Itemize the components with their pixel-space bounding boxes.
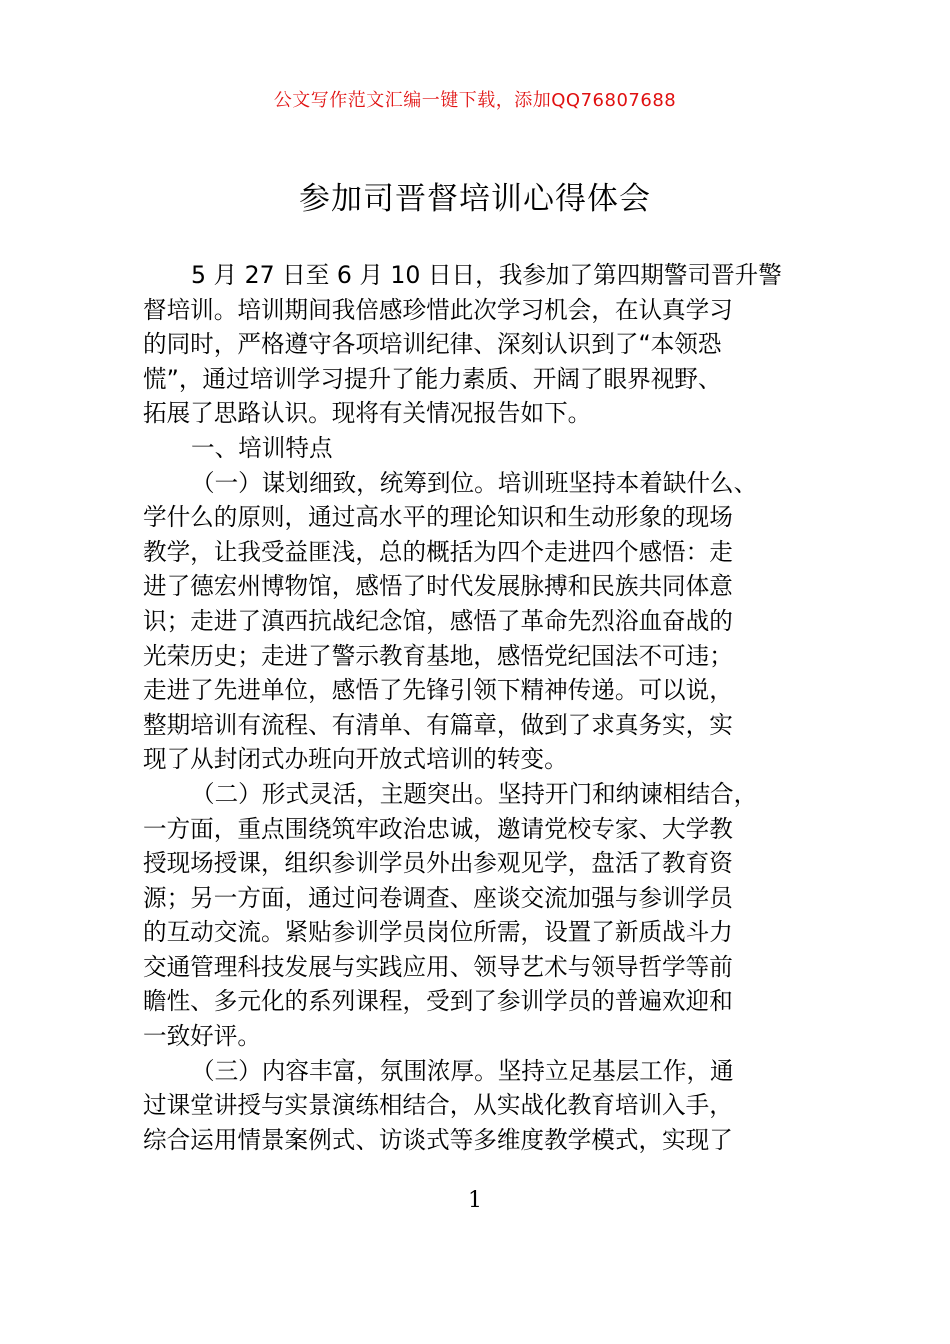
paragraph-line: 走进了先进单位，感悟了先锋引领下精神传递。可以说， <box>143 676 733 705</box>
paragraph-line: 一致好评。 <box>143 1022 261 1051</box>
section-heading: 一、培训特点 <box>191 433 333 462</box>
paragraph-line: 拓展了思路认识。现将有关情况报告如下。 <box>143 399 592 428</box>
paragraph-line: 一方面，重点围绕筑牢政治忠诚，邀请党校专家、大学教 <box>143 814 733 843</box>
paragraph-line: 整期培训有流程、有清单、有篇章，做到了求真务实，实 <box>143 710 733 739</box>
paragraph-line: 5 月 27 日至 6 月 10 日日，我参加了第四期警司晋升警 <box>191 261 782 289</box>
paragraph-line: 源；另一方面，通过问卷调查、座谈交流加强与参训学员 <box>143 883 733 912</box>
paragraph-line: 授现场授课，组织参训学员外出参观见学，盘活了教育资 <box>143 849 733 878</box>
document-title: 参加司晋督培训心得体会 <box>299 181 651 217</box>
paragraph-line: （三）内容丰富，氛围浓厚。坚持立足基层工作，通 <box>191 1056 734 1085</box>
paragraph-line: （二）形式灵活，主题突出。坚持开门和纳谏相结合， <box>191 779 758 808</box>
paragraph-line: 瞻性、多元化的系列课程，受到了参训学员的普遍欢迎和 <box>143 987 733 1016</box>
paragraph-line: 综合运用情景案例式、访谈式等多维度教学模式，实现了 <box>143 1125 733 1154</box>
paragraph-line: 慌”，通过培训学习提升了能力素质、开阔了眼界视野、 <box>143 364 722 393</box>
paragraph-line: 过课堂讲授与实景演练相结合，从实战化教育培训入手， <box>143 1091 733 1120</box>
paragraph-line: 交通管理科技发展与实践应用、领导艺术与领导哲学等前 <box>143 952 733 981</box>
paragraph-line: （一）谋划细致，统筹到位。培训班坚持本着缺什么、 <box>191 468 758 497</box>
document-body <box>143 258 807 1157</box>
promo-header: 公文写作范文汇编一键下载，添加QQ76807688 <box>273 90 677 111</box>
paragraph-line: 光荣历史；走进了警示教育基地，感悟党纪国法不可违； <box>143 641 733 670</box>
paragraph-line: 督培训。培训期间我倍感珍惜此次学习机会，在认真学习 <box>143 295 733 324</box>
paragraph-line: 的互动交流。紧贴参训学员岗位所需，设置了新质战斗力 <box>143 918 733 947</box>
paragraph-line: 进了德宏州博物馆，感悟了时代发展脉搏和民族共同体意 <box>143 572 733 601</box>
paragraph-line: 识；走进了滇西抗战纪念馆，感悟了革命先烈浴血奋战的 <box>143 606 733 635</box>
page-number: 1 <box>468 1188 482 1213</box>
paragraph-line: 学什么的原则，通过高水平的理论知识和生动形象的现场 <box>143 503 733 532</box>
paragraph-line: 教学，让我受益匪浅，总的概括为四个走进四个感悟：走 <box>143 537 733 566</box>
paragraph-line: 现了从封闭式办班向开放式培训的转变。 <box>143 745 568 774</box>
paragraph-line: 的同时，严格遵守各项培训纪律、深刻认识到了“本领恐 <box>143 330 722 359</box>
